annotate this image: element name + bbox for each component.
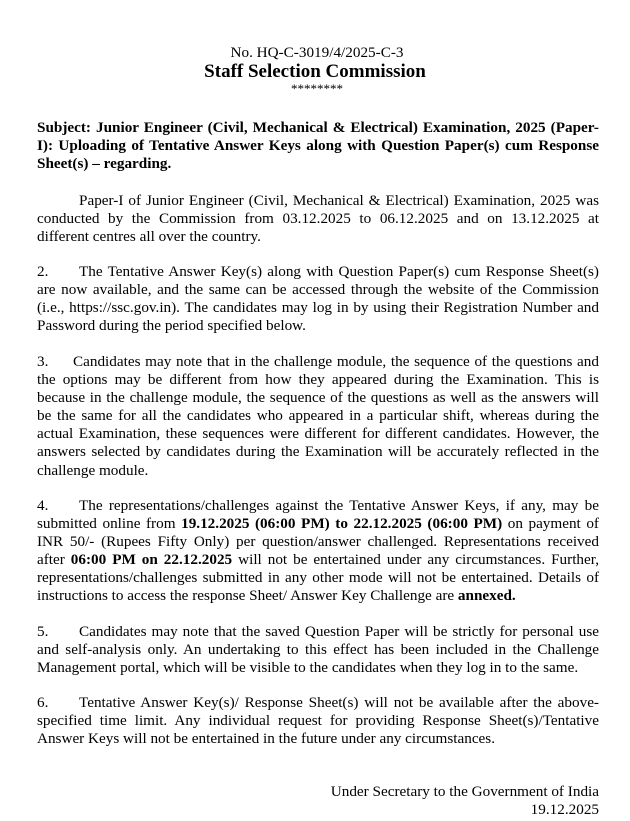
paragraph-5	[37, 623, 599, 677]
challenge-period: 19.12.2025 (06:00 PM) to 22.12.2025 (06:00 PM)	[181, 515, 503, 533]
paragraph-number: 4.	[37, 497, 49, 514]
reference-number: No. HQ-C-3019/4/2025-C-3	[230, 44, 404, 61]
paragraph-intro: Paper-I of Junior Engineer (Civil, Mechanical & Electrical) Examination, 2025 was conducted by the Commission from 03.12.2025 to 06.12.2025 and on 13.12.2025 at different centres all over the country.	[37, 192, 599, 246]
paragraph-4	[37, 497, 599, 606]
header-separator: ********	[291, 81, 343, 96]
paragraph-3	[37, 353, 599, 480]
paragraph-text: The Tentative Answer Key(s) along with Question Paper(s) cum Response Sheet(s) are now available, and the same can be accessed through the website of the Commission (i.e., https://ssc.gov.in). The candidates may log in by using their Registration Number and Password during the period specified below.	[37, 263, 599, 335]
paragraph-text: on payment of INR 50/- (Rupees Fifty Only) per question/answer challenged. Representations received after	[37, 515, 599, 569]
paragraph-number: 6.	[37, 694, 49, 711]
paragraph-text: will not be entertained under any circumstances. Further, representations/challenges submitted in any other mode will not be entertained. Details of instructions to access the response Sheet/ Answer Key Challenge are	[37, 551, 599, 605]
organization-name: Staff Selection Commission	[204, 61, 426, 82]
paragraph-text: Candidates may note that in the challenge module, the sequence of the questions and the options may be different from how they appeared during the Examination. This is because in the challenge module, the sequence of the questions as well as the answers will be the same for all the candidates who appeared in a particular shift, whereas during the actual Examination, these sequences were different for different candidates. However, the answers selected by candidates during the Examination will be accurately reflected in the challenge module.	[37, 353, 599, 479]
signatory-designation: Under Secretary to the Government of India	[330, 783, 599, 800]
paragraph-number: 5.	[37, 623, 49, 640]
signature-date: 19.12.2025	[530, 801, 599, 818]
signature-block	[331, 783, 599, 819]
challenge-deadline: 06:00 PM on 22.12.2025	[70, 551, 233, 569]
paragraph-6	[37, 694, 599, 748]
annexed-text: annexed.	[457, 587, 516, 605]
paragraph-text: The representations/challenges against the Tentative Answer Keys, if any, may be submitted online from	[37, 497, 599, 533]
paragraph-2	[37, 263, 599, 335]
paragraph-text: Candidates may note that the saved Question Paper will be strictly for personal use and self-analysis only. An undertaking to this effect has been included in the Challenge Management portal, which will be visible to the candidates when they log in to the same.	[37, 623, 599, 677]
paragraph-number: 3.	[37, 353, 49, 370]
paragraph-number: 2.	[37, 263, 49, 280]
paragraph-text: Tentative Answer Key(s)/ Response Sheet(s) will not be available after the above-specified time limit. Any individual request for providing Response Sheet(s)/Tentative Answer Keys will not be entertained in the future under any circumstances.	[37, 694, 599, 748]
subject-line: Subject: Junior Engineer (Civil, Mechanical & Electrical) Examination, 2025 (Paper-I): Uploading of Tentative Answer Keys along with Question Paper(s) cum Response Sheet(s) – regarding.	[37, 119, 599, 173]
notice-header	[0, 44, 630, 95]
